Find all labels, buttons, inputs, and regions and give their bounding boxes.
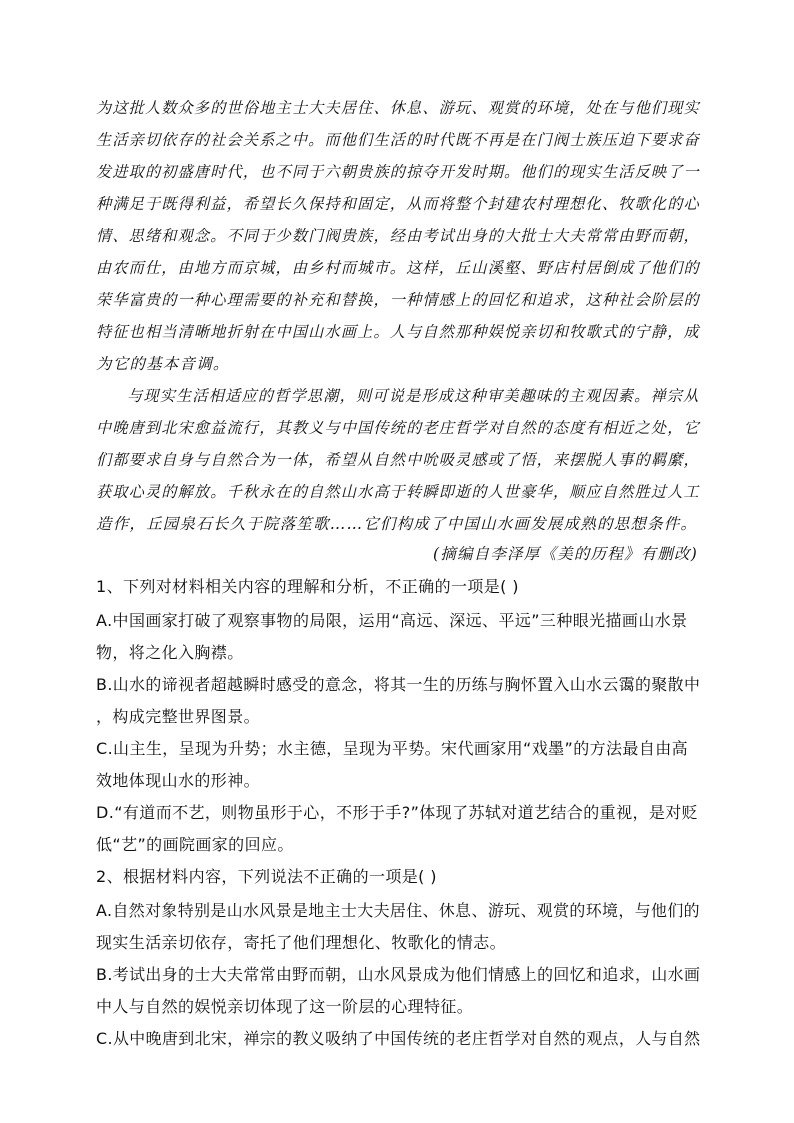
passage-line: 特征也相当清晰地折射在中国山水画上。人与自然那种娱悦亲切和牧歌式的宁静，成 bbox=[96, 323, 700, 341]
question-1-option-d: D.“有道而不艺，则物虽形于心，不形于手?”体现了苏轼对道艺结合的重视，是对贬 bbox=[96, 803, 699, 822]
question-2-option-a: A.自然对象特别是山水风景是地主士大夫居住、休息、游玩、观赏的环境，与他们的 bbox=[96, 901, 700, 920]
passage-line: 们都要求自身与自然合为一体，希望从自然中吮吸灵感或了悟，来摆脱人事的羁縻， bbox=[96, 451, 700, 469]
passage-line: 种满足于既得利益，希望长久保持和固定，从而将整个封建农村理想化、牧歌化的心 bbox=[96, 195, 700, 213]
passage-line: 造作，丘园泉石长久于院落笙歌……它们构成了中国山水画发展成熟的思想条件。 bbox=[96, 515, 698, 533]
passage-line: 中晚唐到北宋愈益流行，其教义与中国传统的老庄哲学对自然的态度有相近之处，它 bbox=[96, 419, 700, 437]
question-1-option-d-cont: 低“艺”的画院画家的回应。 bbox=[96, 835, 294, 854]
question-1-option-a-cont: 物，将之化入胸襟。 bbox=[96, 643, 244, 662]
question-1-option-c: C.山主生，呈现为升势；水主德，呈现为平势。宋代画家用“戏墨”的方法最自由高 bbox=[96, 739, 689, 758]
passage-line: 为这批人数众多的世俗地主士大夫居住、休息、游玩、观赏的环境，处在与他们现实 bbox=[96, 99, 700, 117]
question-2-option-b: B.考试出身的士大夫常常由野而朝，山水风景成为他们情感上的回忆和追求，山水画 bbox=[96, 965, 701, 984]
question-1-option-a: A.中国画家打破了观察事物的局限，运用“高远、深远、平远”三种眼光描画山水景 bbox=[96, 611, 688, 630]
passage-line: 获取心灵的解放。千秋永在的自然山水高于转瞬即逝的人世豪华，顺应自然胜过人工 bbox=[96, 483, 700, 501]
passage-line: 发进取的初盛唐时代，也不同于六朝贵族的掠夺开发时期。他们的现实生活反映了一 bbox=[96, 163, 700, 181]
question-2-option-a-cont: 现实生活亲切依存，寄托了他们理想化、牧歌化的情志。 bbox=[96, 933, 507, 952]
passage-source-citation: (摘编自李泽厚《美的历程》有删改) bbox=[433, 545, 698, 563]
passage-line: 生活亲切依存的社会关系之中。而他们生活的时代既不再是在门阀士族压迫下要求奋 bbox=[96, 131, 700, 149]
question-1-option-b: B.山水的谛视者超越瞬时感受的意念，将其一生的历练与胸怀置入山水云霭的聚散中 bbox=[96, 675, 701, 694]
question-2-stem: 2、根据材料内容，下列说法不正确的一项是( ) bbox=[96, 867, 437, 886]
passage-paragraph-start: 与现实生活相适应的哲学思潮，则可说是形成这种审美趣味的主观因素。禅宗从 bbox=[127, 387, 700, 405]
question-1-stem: 1、下列对材料相关内容的理解和分析，不正确的一项是( ) bbox=[96, 577, 519, 596]
passage-line: 情、思绪和观念。不同于少数门阀贵族，经由考试出身的大批士大夫常常由野而朝， bbox=[96, 227, 700, 245]
question-2-option-c: C.从中晚唐到北宋，禅宗的教义吸纳了中国传统的老庄哲学对自然的观点，人与自然 bbox=[96, 1029, 701, 1048]
passage-line: 由农而仕，由地方而京城，由乡村而城市。这样，丘山溪壑、野店村居倒成了他们的 bbox=[96, 259, 700, 277]
passage-line: 为它的基本音调。 bbox=[96, 355, 230, 373]
passage-line: 荣华富贵的一种心理需要的补充和替换，一种情感上的回忆和追求，这种社会阶层的 bbox=[96, 291, 700, 309]
question-1-option-c-cont: 效地体现山水的形神。 bbox=[96, 771, 261, 790]
question-2-option-b-cont: 中人与自然的娱悦亲切体现了这一阶层的心理特征。 bbox=[96, 997, 474, 1016]
question-1-option-b-cont: ，构成完整世界图景。 bbox=[96, 707, 261, 726]
